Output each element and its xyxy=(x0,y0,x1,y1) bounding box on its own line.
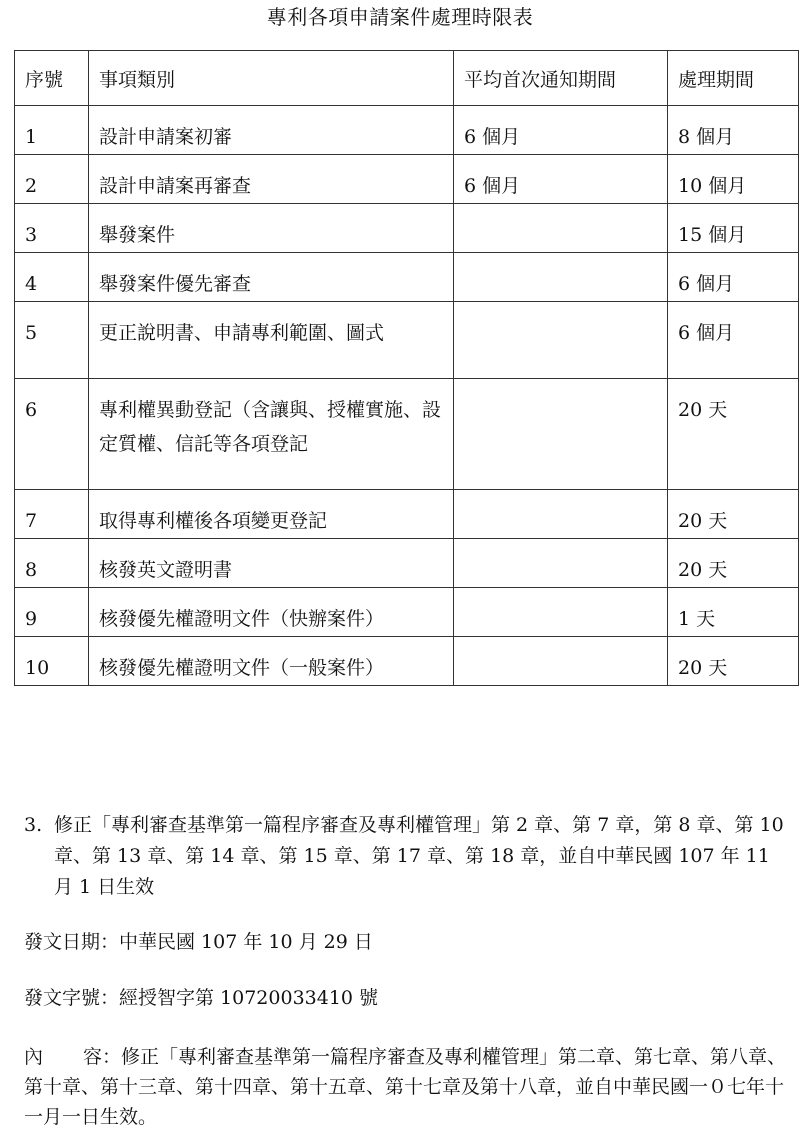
cell-processing-period: 6 個月 xyxy=(668,253,799,302)
cell-category: 設計申請案再審查 xyxy=(89,155,454,204)
cell-category: 核發優先權證明文件（一般案件） xyxy=(89,637,454,686)
cell-processing-period: 15 個月 xyxy=(668,204,799,253)
cell-first-notice: 6 個月 xyxy=(454,106,668,155)
table-row xyxy=(15,302,799,379)
cell-serial: 10 xyxy=(15,637,89,686)
cell-processing-period: 1 天 xyxy=(668,588,799,637)
item-text: 修正「專利審查基準第一篇程序審查及專利權管理」第 2 章、第 7 章，第 8 章、第 10 章、第 13 章、第 14 章、第 15 章、第 17 章、第 18 章，並自中華民國 107 年 11 月 1 日生效 xyxy=(54,814,784,898)
table-row xyxy=(15,490,799,539)
cell-serial: 6 xyxy=(15,379,89,490)
table-row xyxy=(15,106,799,155)
cell-first-notice xyxy=(454,302,668,379)
content-label-first: 內 xyxy=(24,1046,44,1068)
cell-first-notice xyxy=(454,204,668,253)
table-row xyxy=(15,539,799,588)
cell-first-notice xyxy=(454,253,668,302)
header-processing-period: 處理期間 xyxy=(668,51,799,106)
table-row xyxy=(15,155,799,204)
content-label-second: 容： xyxy=(83,1046,122,1068)
table-row xyxy=(15,379,799,490)
cell-processing-period: 20 天 xyxy=(668,637,799,686)
cell-processing-period: 20 天 xyxy=(668,379,799,490)
cell-first-notice: 6 個月 xyxy=(454,155,668,204)
cell-first-notice xyxy=(454,637,668,686)
cell-processing-period: 20 天 xyxy=(668,539,799,588)
cell-category: 核發英文證明書 xyxy=(89,539,454,588)
cell-first-notice xyxy=(454,539,668,588)
issue-date: 發文日期：中華民國 107 年 10 月 29 日 xyxy=(24,931,373,953)
table-row xyxy=(15,637,799,686)
cell-serial: 9 xyxy=(15,588,89,637)
cell-category: 核發優先權證明文件（快辦案件） xyxy=(89,588,454,637)
document-title: 專利各項申請案件處理時限表 xyxy=(266,5,534,29)
numbered-item-3 xyxy=(24,810,794,903)
cell-first-notice xyxy=(454,588,668,637)
item-number: 3. xyxy=(24,814,43,836)
table-row xyxy=(15,253,799,302)
cell-category: 設計申請案初審 xyxy=(89,106,454,155)
header-category: 事項類別 xyxy=(89,51,454,106)
cell-serial: 8 xyxy=(15,539,89,588)
content-text: 修正「專利審查基準第一篇程序審查及專利權管理」第二章、第七章、第八章、第十章、第十三章、第十四章、第十五章、第十七章及第十八章，並自中華民國一０七年十一月一日生效。 xyxy=(24,1046,787,1128)
cell-category: 舉發案件 xyxy=(89,204,454,253)
cell-first-notice xyxy=(454,379,668,490)
cell-serial: 7 xyxy=(15,490,89,539)
cell-processing-period: 20 天 xyxy=(668,490,799,539)
cell-serial: 3 xyxy=(15,204,89,253)
cell-category: 舉發案件優先審查 xyxy=(89,253,454,302)
table-row xyxy=(15,588,799,637)
header-serial: 序號 xyxy=(15,51,89,106)
document-number: 發文字號：經授智字第 10720033410 號 xyxy=(24,987,379,1009)
cell-serial: 4 xyxy=(15,253,89,302)
cell-processing-period: 10 個月 xyxy=(668,155,799,204)
cell-first-notice xyxy=(454,490,668,539)
cell-serial: 1 xyxy=(15,106,89,155)
cell-category: 更正說明書、申請專利範圍、圖式 xyxy=(89,302,454,379)
content-paragraph xyxy=(24,1042,794,1132)
cell-serial: 5 xyxy=(15,302,89,379)
cell-category: 專利權異動登記（含讓與、授權實施、設定質權、信託等各項登記 xyxy=(89,379,454,490)
cell-processing-period: 6 個月 xyxy=(668,302,799,379)
cell-serial: 2 xyxy=(15,155,89,204)
table-row xyxy=(15,204,799,253)
cell-processing-period: 8 個月 xyxy=(668,106,799,155)
processing-time-table xyxy=(14,50,799,686)
cell-category: 取得專利權後各項變更登記 xyxy=(89,490,454,539)
header-first-notice: 平均首次通知期間 xyxy=(454,51,668,106)
table-header-row xyxy=(15,51,799,106)
